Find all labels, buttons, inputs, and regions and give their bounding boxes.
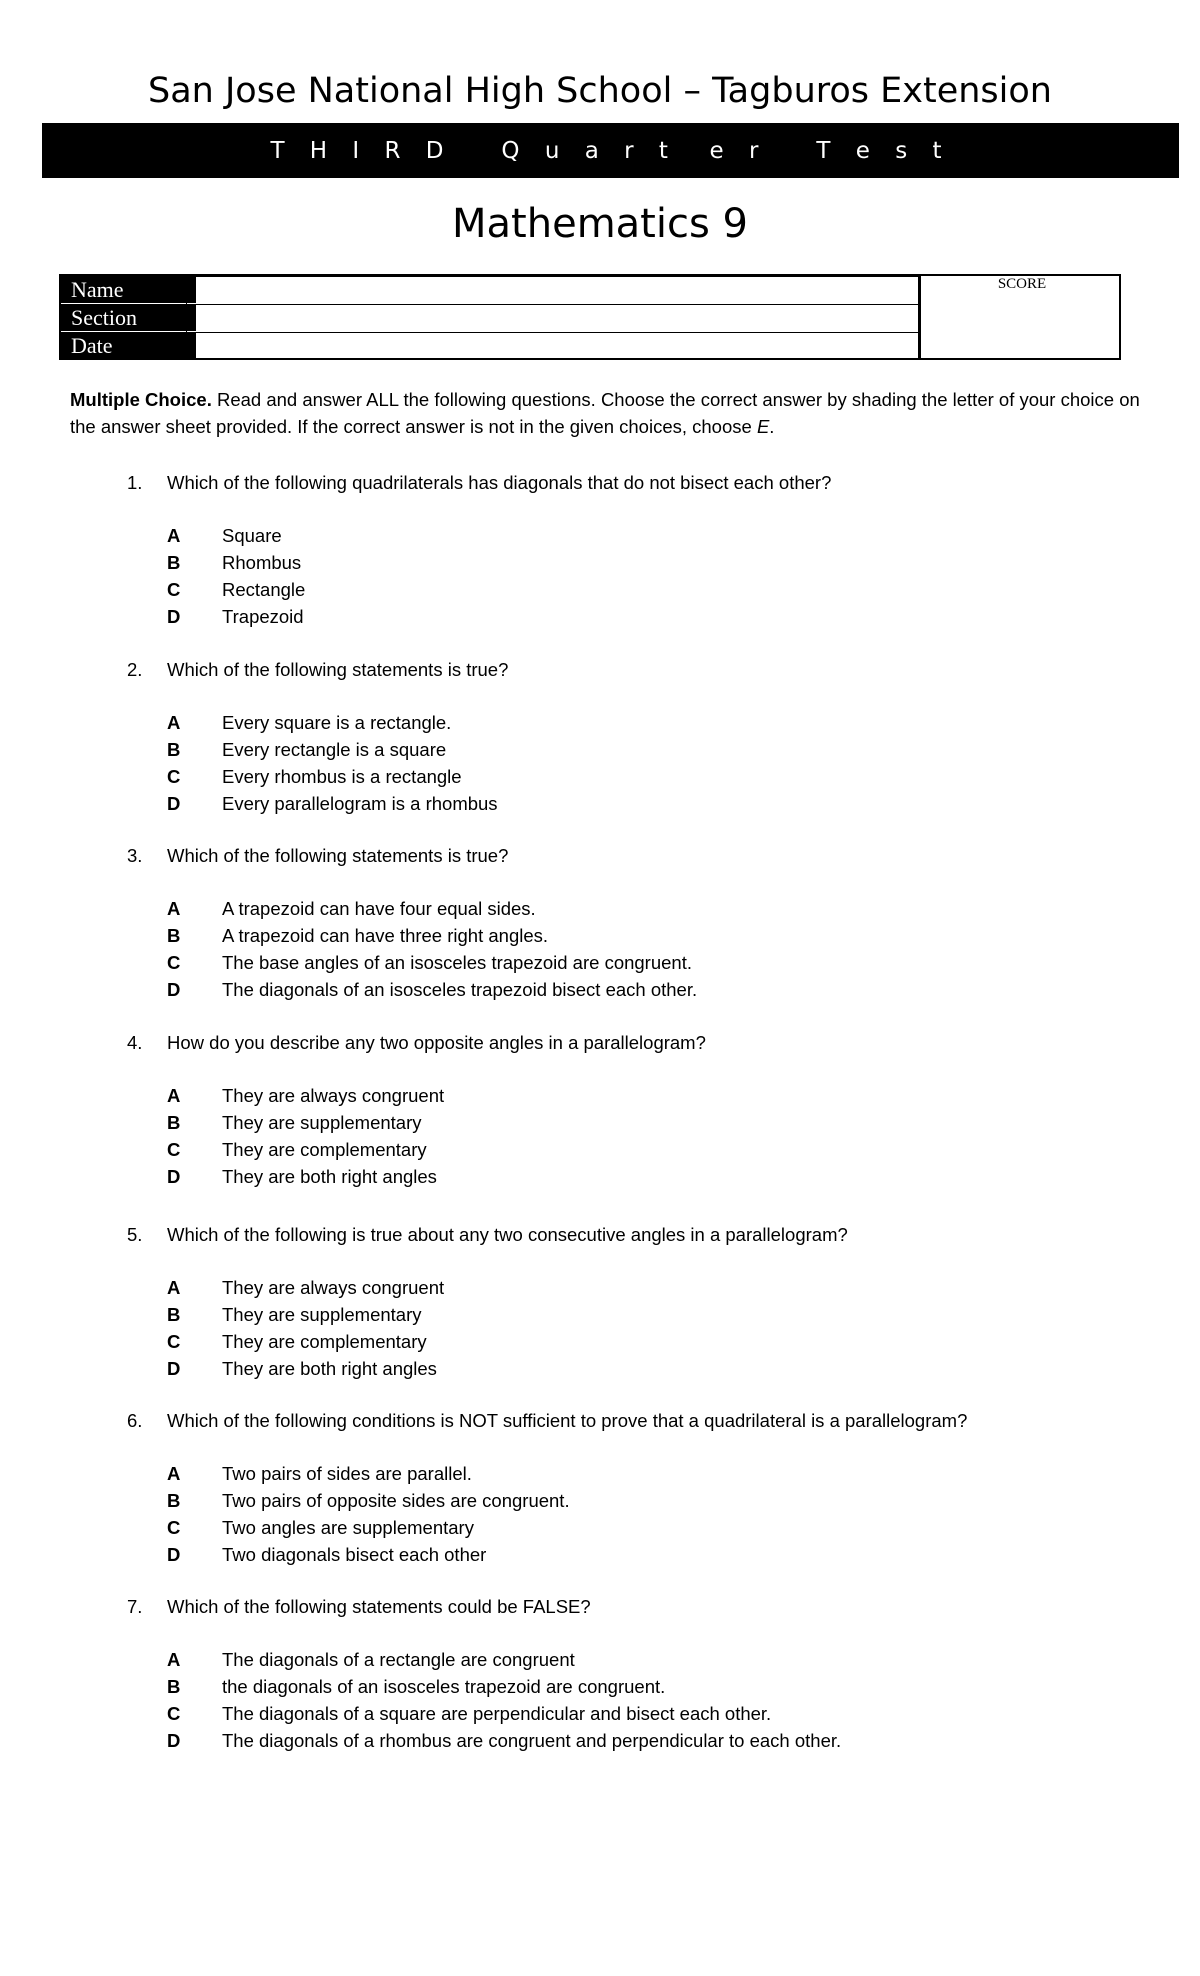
option-text: The base angles of an isosceles trapezoid are congruent. — [222, 952, 692, 973]
option-letter: D — [167, 1544, 181, 1565]
option-a — [0, 710, 1200, 736]
option-text: A trapezoid can have four equal sides. — [222, 898, 536, 919]
option-a — [0, 1275, 1200, 1301]
option-d — [0, 1728, 1200, 1754]
question-number: 7. — [127, 1596, 143, 1617]
option-letter: C — [167, 579, 181, 600]
option-c — [0, 1329, 1200, 1355]
option-letter: A — [167, 1085, 181, 1106]
option-text: Every parallelogram is a rhombus — [222, 793, 498, 814]
option-b — [0, 1674, 1200, 1700]
option-letter: A — [167, 1463, 181, 1484]
option-a — [0, 1083, 1200, 1109]
option-text: They are always congruent — [222, 1277, 445, 1298]
score-box — [919, 274, 1123, 360]
option-letter: A — [167, 1649, 181, 1670]
instructions-lead: Multiple Choice. — [70, 389, 212, 410]
student-info-table — [59, 274, 1121, 360]
option-text: They are always congruent — [222, 1085, 445, 1106]
option-d — [0, 604, 1200, 630]
option-c — [0, 1137, 1200, 1163]
option-d — [0, 791, 1200, 817]
option-letter: B — [167, 1304, 181, 1325]
option-text: Every rectangle is a square — [222, 739, 447, 760]
option-d — [0, 1164, 1200, 1190]
question-text: Which of the following statements could be FALSE? — [167, 1596, 591, 1617]
option-letter: B — [167, 925, 181, 946]
option-text: They are supplementary — [222, 1112, 422, 1133]
option-text: The diagonals of a square are perpendicular and bisect each other. — [222, 1703, 772, 1724]
option-text: The diagonals of a rectangle are congruent — [222, 1649, 575, 1670]
option-text: Rectangle — [222, 579, 306, 600]
option-a — [0, 1647, 1200, 1673]
subject-title: Mathematics 9 — [452, 201, 748, 247]
test-banner: T H I R D Q u a r t e r T e s t — [42, 123, 1179, 178]
option-letter: B — [167, 1676, 181, 1697]
option-letter: A — [167, 525, 181, 546]
option-c — [0, 1515, 1200, 1541]
option-d — [0, 1356, 1200, 1382]
date-label: Date — [61, 332, 196, 359]
option-text: Square — [222, 525, 282, 546]
school-name: San Jose National High School – Tagburos Extension — [148, 71, 1052, 111]
option-text: They are supplementary — [222, 1304, 422, 1325]
option-b — [0, 1302, 1200, 1328]
option-b — [0, 1110, 1200, 1136]
option-text: A trapezoid can have three right angles. — [222, 925, 549, 946]
question-number: 5. — [127, 1224, 143, 1245]
option-letter: D — [167, 1166, 181, 1187]
option-letter: D — [167, 793, 181, 814]
option-letter: D — [167, 606, 181, 627]
option-letter: B — [167, 552, 181, 573]
question-text: Which of the following statements is true? — [167, 659, 509, 680]
section-label: Section — [61, 304, 196, 331]
option-letter: C — [167, 952, 181, 973]
option-letter: C — [167, 1331, 181, 1352]
option-b — [0, 1488, 1200, 1514]
question-text: Which of the following quadrilaterals has diagonals that do not bisect each other? — [167, 472, 832, 493]
option-letter: B — [167, 1112, 181, 1133]
option-b — [0, 737, 1200, 763]
option-letter: A — [167, 898, 181, 919]
date-field[interactable] — [186, 332, 919, 360]
option-c — [0, 577, 1200, 603]
option-text: Trapezoid — [222, 606, 304, 627]
question-number: 4. — [127, 1032, 143, 1053]
option-text: Two diagonals bisect each other — [222, 1544, 487, 1565]
option-d — [0, 977, 1200, 1003]
option-c — [0, 1701, 1200, 1727]
option-letter: A — [167, 1277, 181, 1298]
option-d — [0, 1542, 1200, 1568]
option-text: Two pairs of sides are parallel. — [222, 1463, 472, 1484]
question-text: Which of the following conditions is NOT sufficient to prove that a quadrilateral is a parallelogram? — [167, 1410, 968, 1431]
option-c — [0, 950, 1200, 976]
option-text: The diagonals of an isosceles trapezoid bisect each other. — [222, 979, 698, 1000]
option-letter: A — [167, 712, 181, 733]
option-letter: C — [167, 1517, 181, 1538]
option-letter: B — [167, 1490, 181, 1511]
option-letter: C — [167, 1139, 181, 1160]
option-text: They are both right angles — [222, 1166, 437, 1187]
option-text: They are both right angles — [222, 1358, 437, 1379]
option-text: Every rhombus is a rectangle — [222, 766, 462, 787]
option-text: Rhombus — [222, 552, 302, 573]
option-text: Two pairs of opposite sides are congruent. — [222, 1490, 570, 1511]
name-field[interactable] — [186, 276, 919, 305]
option-a — [0, 896, 1200, 922]
option-letter: D — [167, 979, 181, 1000]
question-number: 2. — [127, 659, 143, 680]
score-label: SCORE — [997, 276, 1047, 292]
question-number: 3. — [127, 845, 143, 866]
option-b — [0, 923, 1200, 949]
option-letter: C — [167, 766, 181, 787]
option-text: the diagonals of an isosceles trapezoid are congruent. — [222, 1676, 666, 1697]
option-letter: B — [167, 739, 181, 760]
section-field[interactable] — [186, 304, 919, 333]
option-letter: C — [167, 1703, 181, 1724]
option-c — [0, 764, 1200, 790]
question-text: Which of the following is true about any two consecutive angles in a parallelogram? — [167, 1224, 848, 1245]
option-letter: D — [167, 1358, 181, 1379]
option-text: They are complementary — [222, 1331, 427, 1352]
option-text: They are complementary — [222, 1139, 427, 1160]
question-text: How do you describe any two opposite angles in a parallelogram? — [167, 1032, 706, 1053]
question-number: 1. — [127, 472, 143, 493]
instructions-choice: E — [756, 416, 770, 437]
question-text: Which of the following statements is true? — [167, 845, 509, 866]
option-text: The diagonals of a rhombus are congruent and perpendicular to each other. — [222, 1730, 842, 1751]
instructions — [70, 386, 1140, 440]
name-label: Name — [61, 276, 196, 303]
option-text: Two angles are supplementary — [222, 1517, 474, 1538]
option-a — [0, 1461, 1200, 1487]
option-letter: D — [167, 1730, 181, 1751]
instructions-end: . — [769, 416, 775, 437]
question-number: 6. — [127, 1410, 143, 1431]
option-text: Every square is a rectangle. — [222, 712, 452, 733]
instructions-body: Read and answer ALL the following questions. Choose the correct answer by shading the letter of your choice on the answer sheet provided. If the correct answer is not in the given choices, choose — [70, 389, 1140, 437]
option-b — [0, 550, 1200, 576]
option-a — [0, 523, 1200, 549]
